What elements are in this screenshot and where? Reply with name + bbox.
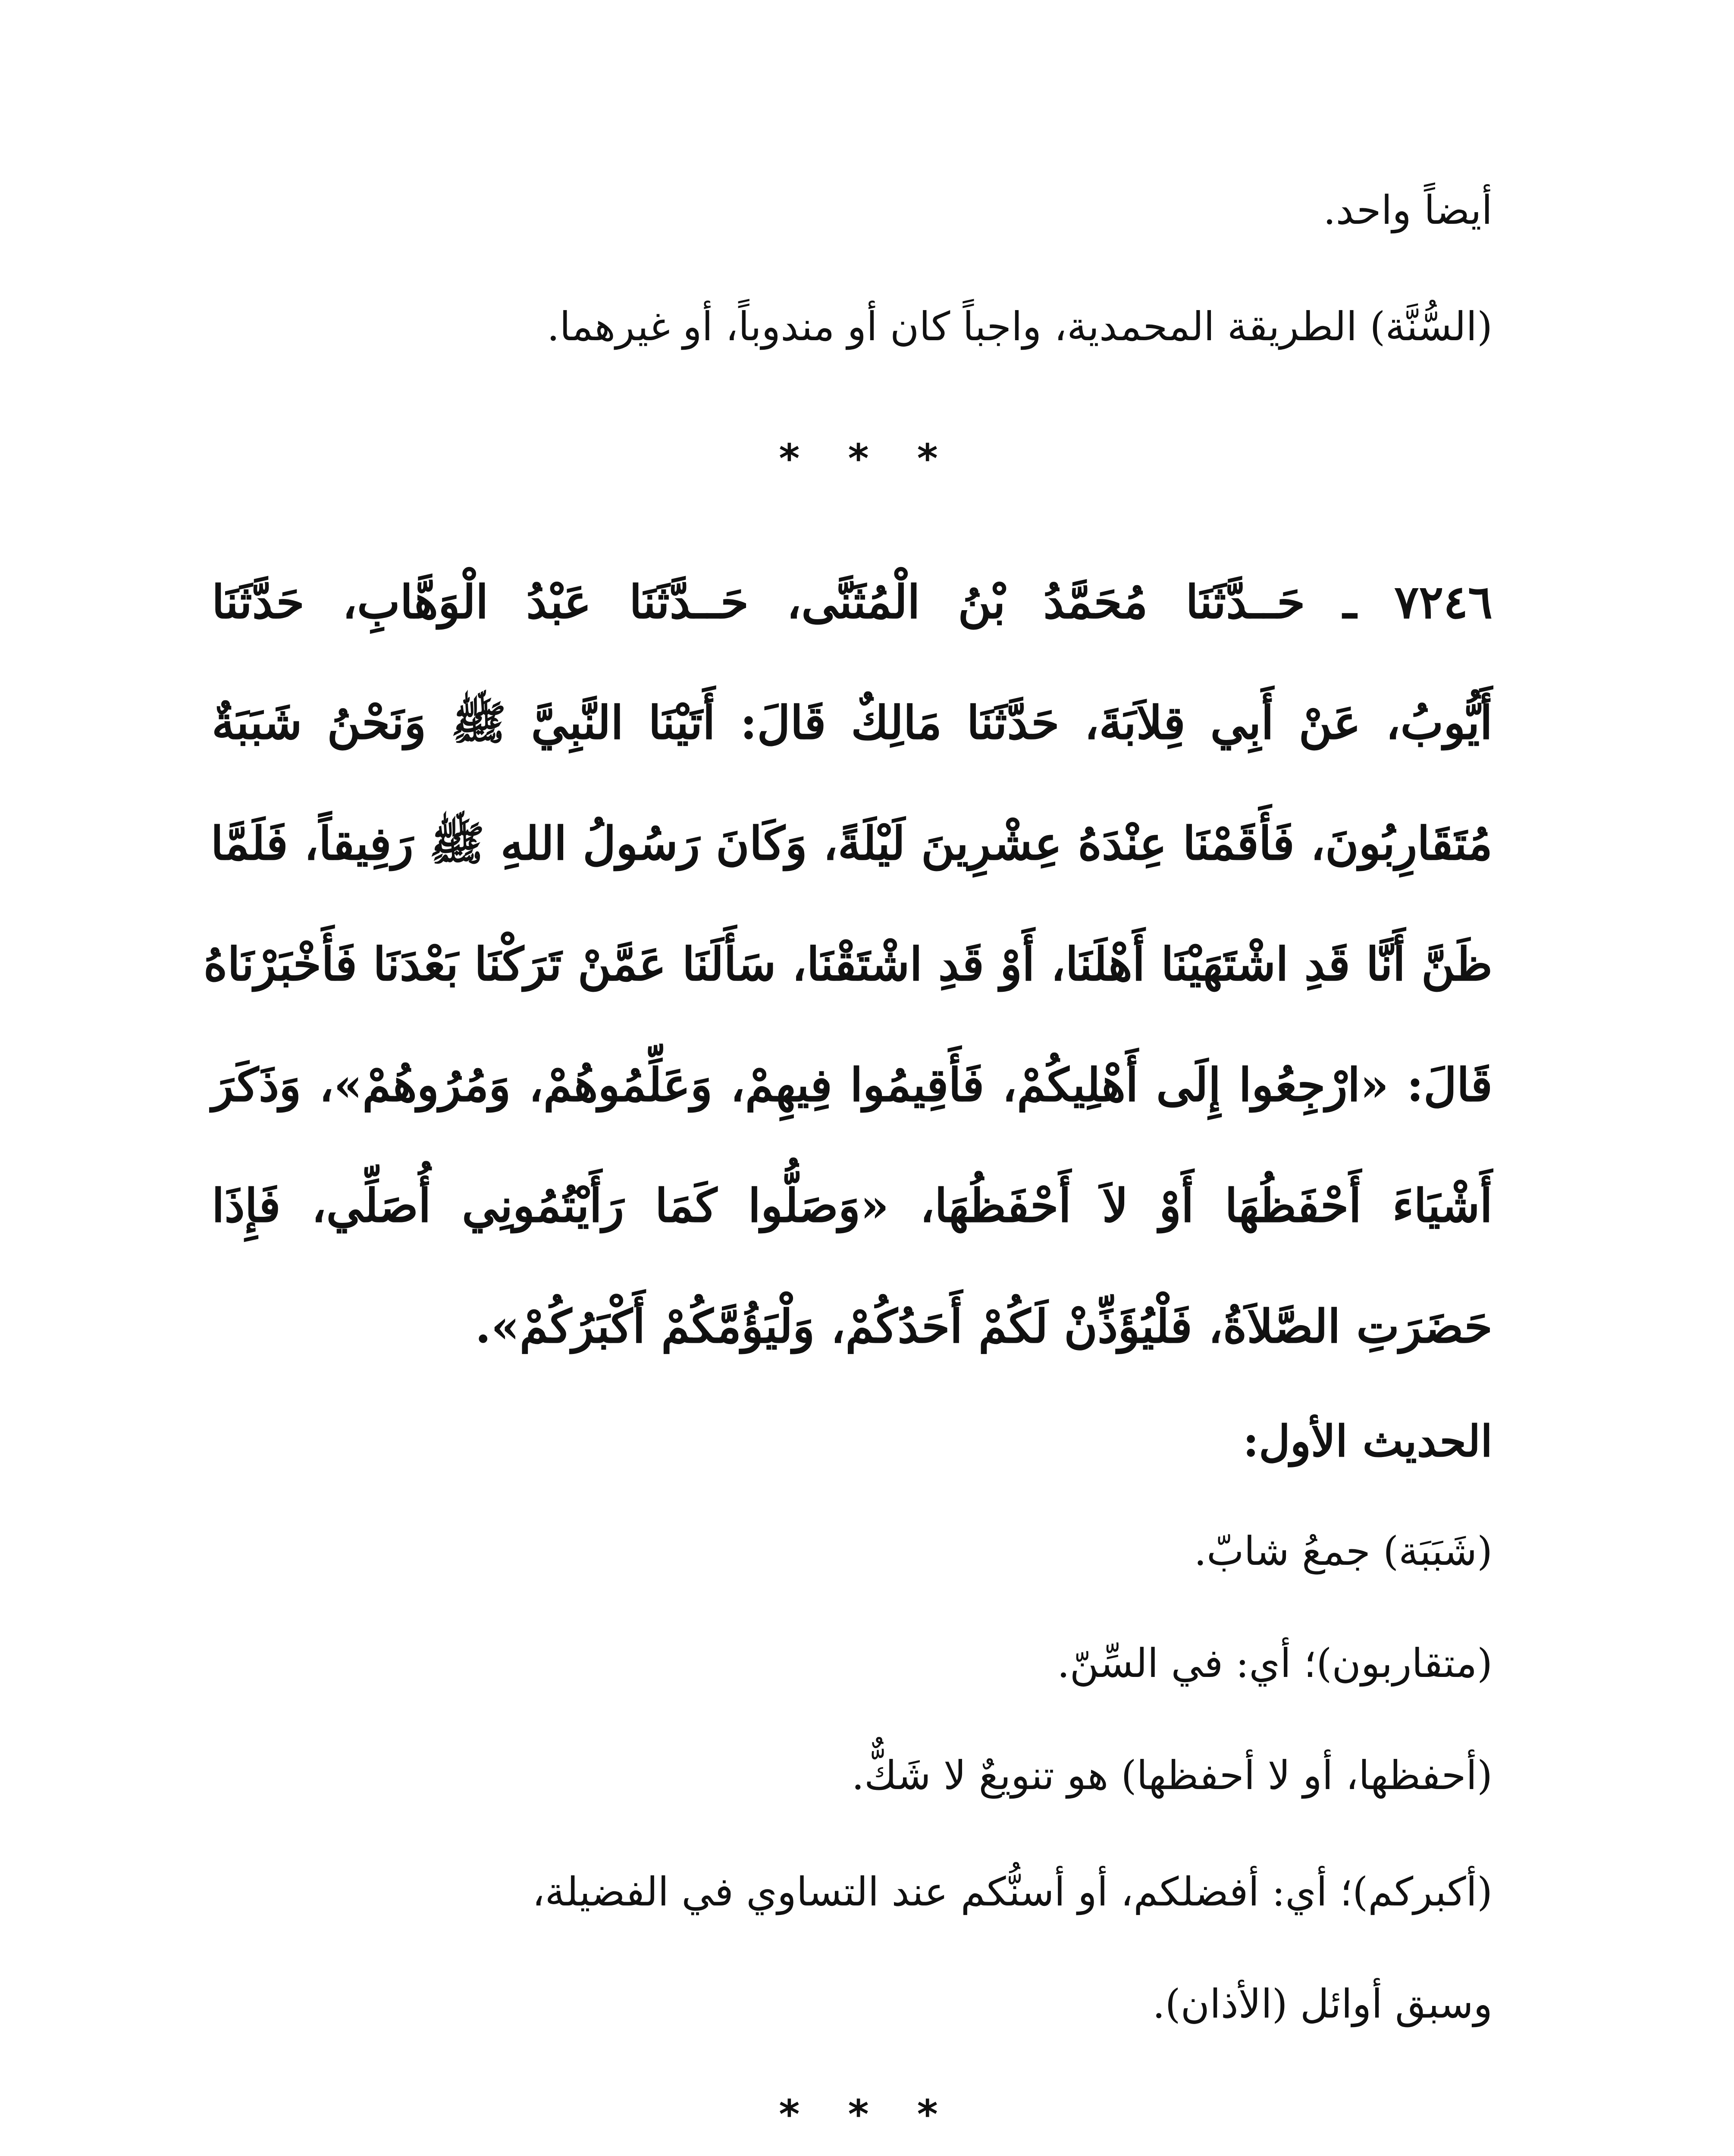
- text-line: أيضاً واحد.: [1323, 187, 1493, 233]
- commentary-line: (شَبَبَة) جمعُ شابّ.: [1194, 1528, 1493, 1574]
- commentary-line: (متقاربون)؛ أي: في السِّنّ.: [1057, 1640, 1493, 1686]
- hadith-line: ظَنَّ أَنَّا قَدِ اشْتَهَيْنَا أَهْلَنَا، أَوْ قَدِ اشْتَقْنَا، سَأَلَنَا عَمَّنْ تَرَكْنَا بَعْدَنَا فَأَخْبَرْنَاهُ: [203, 937, 1493, 991]
- hadith-line: حَضَرَتِ الصَّلاَةُ، فَلْيُؤَذِّنْ لَكُمْ أَحَدُكُمْ، وَلْيَؤُمَّكُمْ أَكْبَرُكُمْ».: [475, 1299, 1493, 1353]
- commentary-line: (أكبركم)؛ أي: أفضلكم، أو أسنُّكم عند التساوي في الفضيلة،: [532, 1869, 1493, 1915]
- section-heading: الحديث الأول:: [1243, 1416, 1493, 1467]
- commentary-line: وسبق أوائل (الأذان).: [1152, 1981, 1493, 2027]
- hadith-line: قَالَ: «ارْجِعُوا إِلَى أَهْلِيكُمْ، فَأَقِيمُوا فِيهِمْ، وَعَلِّمُوهُمْ، وَمُرُوهُمْ»، وَذَكَرَ: [212, 1058, 1493, 1112]
- commentary-line: (أحفظها، أو لا أحفظها) هو تنويعٌ لا شَكٌّ.: [851, 1752, 1493, 1799]
- hadith-line: مُتَقَارِبُونَ، فَأَقَمْنَا عِنْدَهُ عِشْرِينَ لَيْلَةً، وَكَانَ رَسُولُ اللهِ ﷺ رَفِيقاً، فَلَمَّا: [210, 816, 1493, 870]
- section-separator: * * *: [779, 2091, 955, 2137]
- hadith-line: أَشْيَاءَ أَحْفَظُهَا أَوْ لاَ أَحْفَظُهَا، «وَصَلُّوا كَمَا رَأَيْتُمُونِي أُصَلِّي، فَإِذَا: [212, 1178, 1493, 1232]
- text-line: (السُّنَّة) الطريقة المحمدية، واجباً كان أو مندوباً، أو غيرهما.: [547, 304, 1493, 350]
- hadith-line: أَيُّوبُ، عَنْ أَبِي قِلاَبَةَ، حَدَّثَنَا مَالِكٌ قَالَ: أَتَيْنَا النَّبِيَّ ﷺ وَنَحْنُ شَبَبَةٌ: [212, 696, 1493, 749]
- hadith-line: ٧٢٤٦ ـ حَــدَّثَنَا مُحَمَّدُ بْنُ الْمُثَنَّى، حَــدَّثَنَا عَبْدُ الْوَهَّابِ، حَدَّثَنَا: [212, 575, 1493, 629]
- section-separator: * * *: [779, 436, 955, 482]
